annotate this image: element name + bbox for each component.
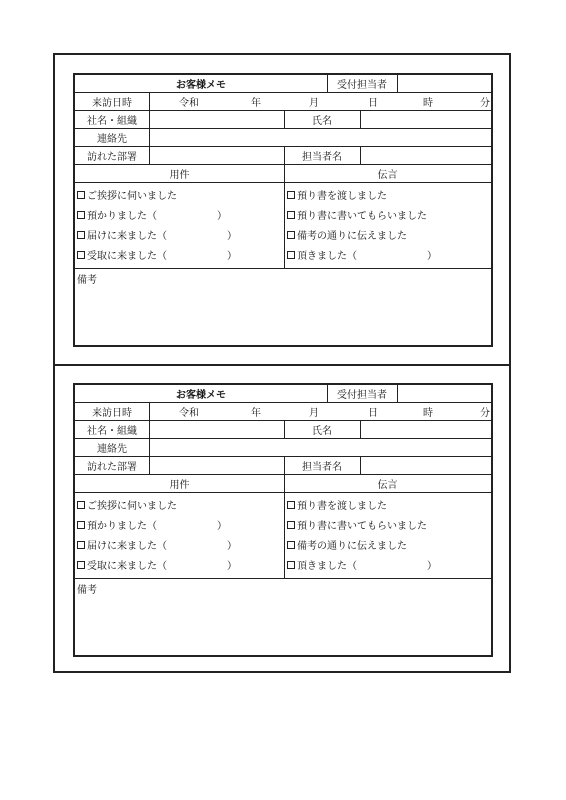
remarks-area[interactable] <box>75 269 491 345</box>
month-label: 月 <box>309 98 319 109</box>
purpose-option-greeting[interactable]: ご挨拶に伺いました <box>77 185 177 204</box>
year-label: 年 <box>251 98 261 109</box>
checkbox-icon <box>77 251 85 259</box>
era-label: 令和 <box>179 98 199 109</box>
company-field[interactable] <box>150 421 284 438</box>
checkbox-icon <box>77 561 85 569</box>
memo-title: お客様メモ <box>176 80 226 91</box>
purpose-option-pickup[interactable]: 受取に来ました（ ） <box>77 245 237 264</box>
title-row <box>75 75 491 93</box>
department-field[interactable] <box>150 147 284 164</box>
purpose-option-pickup[interactable]: 受取に来ました（ ） <box>77 555 237 574</box>
hour-label: 時 <box>423 408 433 419</box>
checkbox-icon <box>287 501 295 509</box>
company-row <box>75 421 491 439</box>
company-label: 社名・組織 <box>87 116 137 127</box>
visit-date-label: 来訪日時 <box>92 98 132 109</box>
message-option-as-remarks[interactable]: 備考の通りに伝えました <box>287 225 407 244</box>
message-option-receipt-signed[interactable]: 預り書に書いてもらいました <box>287 515 427 534</box>
checkbox-icon <box>287 251 295 259</box>
department-label: 訪れた部署 <box>87 462 137 473</box>
message-header: 伝言 <box>377 480 398 491</box>
checkbox-icon <box>77 191 85 199</box>
person-field[interactable] <box>361 147 491 164</box>
visit-date-label: 来訪日時 <box>92 408 132 419</box>
day-label: 日 <box>368 98 378 109</box>
message-option-receipt-given[interactable]: 預り書を渡しました <box>287 185 387 204</box>
month-label: 月 <box>309 408 319 419</box>
memo-title: お客様メモ <box>176 390 226 401</box>
purpose-option-received[interactable]: 預かりました（ ） <box>77 515 227 534</box>
contact-label: 連絡先 <box>97 134 127 145</box>
checkbox-icon <box>287 521 295 529</box>
contact-field[interactable] <box>150 439 491 456</box>
department-row <box>75 457 491 475</box>
minute-label: 分 <box>480 408 490 419</box>
visit-date-row <box>75 93 491 111</box>
department-field[interactable] <box>150 457 284 474</box>
purpose-option-delivery[interactable]: 届けに来ました（ ） <box>77 535 237 554</box>
person-field[interactable] <box>361 457 491 474</box>
title-row <box>75 385 491 403</box>
reception-label: 受付担当者 <box>337 80 387 91</box>
reception-label: 受付担当者 <box>337 390 387 401</box>
remarks-area[interactable] <box>75 579 491 655</box>
message-option-received[interactable]: 頂きました（ ） <box>287 245 437 264</box>
purpose-option-received[interactable]: 預かりました（ ） <box>77 205 227 224</box>
contact-row <box>75 439 491 457</box>
person-label: 担当者名 <box>302 152 342 163</box>
purpose-header-row <box>75 165 491 183</box>
minute-label: 分 <box>480 98 490 109</box>
hour-label: 時 <box>423 98 433 109</box>
cut-line <box>53 364 511 366</box>
company-field[interactable] <box>150 111 284 128</box>
checkbox-icon <box>287 561 295 569</box>
purpose-option-greeting[interactable]: ご挨拶に伺いました <box>77 495 177 514</box>
name-label: 氏名 <box>312 116 332 127</box>
visitor-memo-form <box>73 73 493 347</box>
contact-field[interactable] <box>150 129 491 146</box>
purpose-header: 用件 <box>169 170 190 181</box>
purpose-header: 用件 <box>169 480 190 491</box>
checkbox-icon <box>287 211 295 219</box>
checkbox-icon <box>77 501 85 509</box>
name-field[interactable] <box>361 111 491 128</box>
remarks-label: 備考 <box>77 585 97 596</box>
checkbox-icon <box>77 231 85 239</box>
checklist-area <box>75 493 491 579</box>
contact-label: 連絡先 <box>97 444 127 455</box>
checkbox-icon <box>77 211 85 219</box>
visitor-memo-form <box>73 383 493 657</box>
purpose-option-delivery[interactable]: 届けに来ました（ ） <box>77 225 237 244</box>
checkbox-icon <box>287 541 295 549</box>
message-option-receipt-signed[interactable]: 預り書に書いてもらいました <box>287 205 427 224</box>
year-label: 年 <box>251 408 261 419</box>
person-label: 担当者名 <box>302 462 342 473</box>
checklist-area <box>75 183 491 269</box>
visit-date-row <box>75 403 491 421</box>
day-label: 日 <box>368 408 378 419</box>
department-row <box>75 147 491 165</box>
purpose-header-row <box>75 475 491 493</box>
name-label: 氏名 <box>312 426 332 437</box>
checkbox-icon <box>77 521 85 529</box>
reception-field[interactable] <box>398 75 491 92</box>
reception-field[interactable] <box>398 385 491 402</box>
contact-row <box>75 129 491 147</box>
message-option-receipt-given[interactable]: 預り書を渡しました <box>287 495 387 514</box>
checkbox-icon <box>77 541 85 549</box>
name-field[interactable] <box>361 421 491 438</box>
company-row <box>75 111 491 129</box>
era-label: 令和 <box>179 408 199 419</box>
remarks-label: 備考 <box>77 275 97 286</box>
checkbox-icon <box>287 191 295 199</box>
department-label: 訪れた部署 <box>87 152 137 163</box>
company-label: 社名・組織 <box>87 426 137 437</box>
message-option-as-remarks[interactable]: 備考の通りに伝えました <box>287 535 407 554</box>
message-option-received[interactable]: 頂きました（ ） <box>287 555 437 574</box>
checkbox-icon <box>287 231 295 239</box>
message-header: 伝言 <box>377 170 398 181</box>
